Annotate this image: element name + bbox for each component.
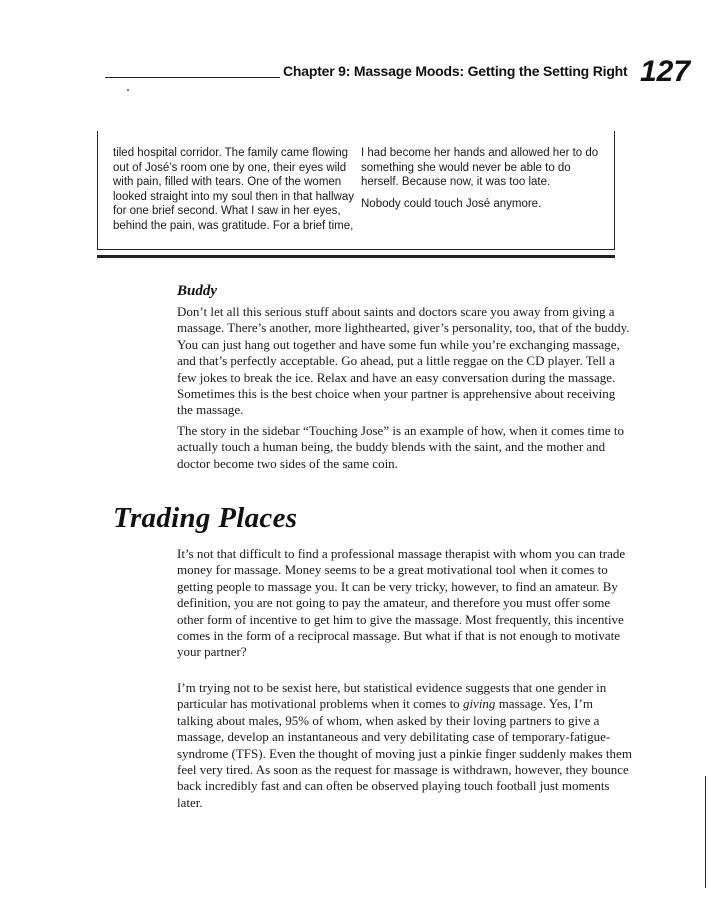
header-rule bbox=[105, 77, 280, 78]
trading-paragraph bbox=[177, 546, 632, 661]
sidebar-left-column bbox=[113, 146, 358, 234]
sidebar-left-text: tiled hospital corridor. The family came flowing out of José’s room one by one, their eyes wild with pain, filled with tears. One of the women looked straight into my soul then in that hallway for one brief second. What I saw in her eyes, behind the pain, was gratitude. For a brief time, bbox=[113, 147, 354, 232]
trading-paragraph-text bbox=[177, 680, 632, 811]
sidebar-left-rule bbox=[97, 131, 98, 249]
sidebar-bottom-thick-rule bbox=[97, 255, 615, 258]
sidebar-right-paragraph: Nobody could touch José anymore. bbox=[361, 197, 542, 210]
buddy-paragraph bbox=[177, 304, 632, 419]
sidebar-bottom-rule bbox=[97, 249, 615, 250]
trading-paragraph-text: It’s not that difficult to find a professional massage therapist with whom you can trade money for massage. Money seems to be a great motivational tool when it comes to getting people to massage you. It can be very tricky, however, to find an amateur. By definition, you are not going to pay the amateur, and therefore you must offer some other form of incentive to get him to give the massage. Most frequently, this incentive comes in the form of a reciprocal massage. But what if that is not enough to motivate your partner? bbox=[177, 546, 626, 660]
sidebar-right-paragraph: I had become her hands and allowed her to do something she would never be able to do herself. Because now, it was too late. bbox=[361, 147, 599, 189]
trading-paragraph bbox=[177, 680, 632, 811]
text-run: massage. Yes, I’m talking about males, 95% of whom, when asked by their loving partners to give a massage, develop an instantaneous and very debilitating case of temporary-fatigue-syndrome (TFS). Even the thought of moving just a pinkie finger suddenly makes them feel very tired. As soon as the request for massage is withdrawn, however, they bounce back incredibly fast and can often be observed playing touch football just moments later. bbox=[177, 696, 632, 810]
running-header-title: Chapter 9: Massage Moods: Getting the Setting Right bbox=[283, 63, 628, 79]
page-number: 127 bbox=[640, 55, 691, 88]
text-run: I’m trying not to be sexist here, but statistical evidence suggests that one gender in particular has motivational problems when it comes to bbox=[177, 680, 607, 712]
emphasis-word: giving bbox=[462, 696, 496, 712]
buddy-paragraph-text: The story in the sidebar “Touching Jose” is an example of how, when it comes time to actually touch a human being, the buddy blends with the saint, and the mother and doctor become two sides of the same coin. bbox=[177, 423, 624, 471]
buddy-paragraph-text: Don’t let all this serious stuff about saints and doctors scare you away from giving a massage. There’s another, more lighthearted, giver’s personality, too, that of the buddy. You can just hang out together and have some fun while you’re exchanging massage, and that’s perfectly acceptable. Go ahead, put a little reggae on the CD player. Tell a few jokes to break the ice. Relax and have an easy conversation during the massage. Sometimes this is the best choice when your partner is apprehensive about receiving the massage. bbox=[177, 304, 630, 418]
page-edge-rule bbox=[705, 776, 706, 888]
buddy-paragraph bbox=[177, 423, 632, 472]
buddy-heading: Buddy bbox=[177, 283, 218, 299]
sidebar-right-rule bbox=[614, 131, 615, 249]
sidebar-right-column bbox=[361, 146, 601, 211]
stray-mark bbox=[127, 89, 129, 91]
section-heading: Trading Places bbox=[113, 502, 298, 534]
